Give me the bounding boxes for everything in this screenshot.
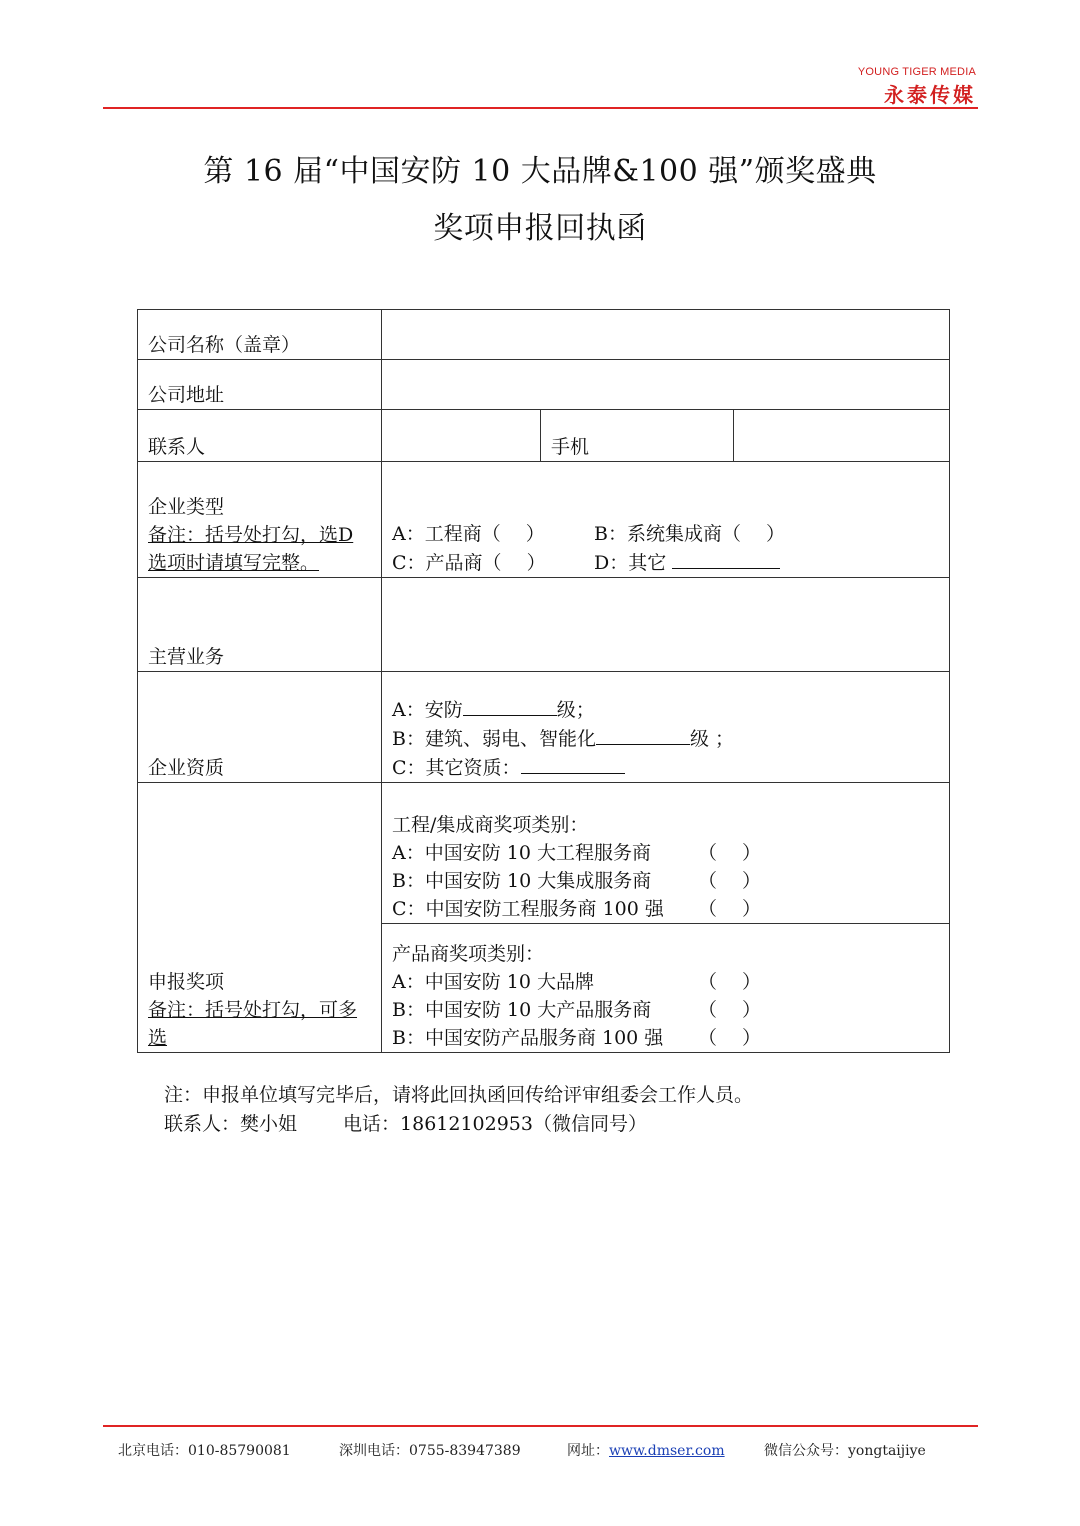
- main-business-label: 主营业务: [138, 578, 382, 672]
- company-name-label: 公司名称（盖章）: [138, 310, 382, 360]
- company-address-field[interactable]: [382, 360, 950, 410]
- company-address-label: 公司地址: [138, 360, 382, 410]
- enterprise-type-label: 企业类型: [148, 496, 225, 518]
- website-link[interactable]: www.dmser.com: [609, 1443, 725, 1459]
- mobile-label: 手机: [541, 410, 734, 462]
- header-divider: [103, 107, 978, 109]
- footer-divider: [103, 1425, 978, 1427]
- qualification-b-suffix: 级 ；: [689, 728, 735, 750]
- qualification-label: 企业资质: [138, 672, 382, 783]
- award-option[interactable]: A：中国安防 10 大工程服务商 （ ）: [392, 842, 762, 864]
- qualification-options: [382, 672, 950, 783]
- award-option[interactable]: A：中国安防 10 大品牌 （ ）: [392, 971, 762, 993]
- mobile-field[interactable]: [734, 410, 950, 462]
- document-title: 第 16 届“中国安防 10 大品牌&100 强”颁奖盛典: [203, 154, 877, 189]
- product-awards: [382, 924, 950, 1053]
- contact-label: 联系人: [138, 410, 382, 462]
- website-label: 网址：: [567, 1443, 609, 1459]
- type-option-c[interactable]: C：产品商（ ）: [392, 552, 546, 574]
- awards-cell: [138, 783, 382, 1053]
- application-form-table: [137, 309, 950, 1053]
- type-option-a[interactable]: A：工程商（ ）: [392, 523, 545, 545]
- qualification-c-blank[interactable]: [521, 753, 625, 774]
- beijing-phone: 北京电话：010-85790081: [118, 1443, 291, 1459]
- type-other-blank[interactable]: [672, 548, 780, 569]
- enterprise-type-options: [382, 462, 950, 578]
- contact-field[interactable]: [382, 410, 541, 462]
- brand-chinese-name: 永泰传媒: [884, 83, 976, 107]
- submission-note: 注：申报单位填写完毕后，请将此回执函回传给评审组委会工作人员。: [164, 1084, 754, 1106]
- type-option-d: D：其它: [594, 552, 667, 574]
- award-option[interactable]: B：中国安防 10 大产品服务商 （ ）: [392, 999, 762, 1021]
- enterprise-type-cell: [138, 462, 382, 578]
- submission-notes: [164, 1081, 753, 1139]
- document-subtitle: 奖项申报回执函: [433, 211, 647, 246]
- product-awards-heading: 产品商奖项类别：: [392, 943, 545, 965]
- engineering-awards-heading: 工程/集成商奖项类别：: [392, 814, 589, 836]
- notes-contact: 联系人：樊小姐: [164, 1113, 298, 1135]
- company-name-field[interactable]: [382, 310, 950, 360]
- awards-label: 申报奖项: [148, 971, 225, 993]
- award-option[interactable]: B：中国安防产品服务商 100 强 （ ）: [392, 1027, 762, 1049]
- qualification-a-prefix: A：安防: [392, 699, 463, 721]
- awards-note: 备注：括号处打勾，可多选: [148, 999, 358, 1049]
- qualification-a-suffix: 级；: [556, 699, 595, 721]
- notes-phone: 电话：18612102953（微信同号）: [343, 1113, 647, 1135]
- engineering-awards: [382, 783, 950, 924]
- qualification-b-prefix: B：建筑、弱电、智能化: [392, 728, 596, 750]
- award-option[interactable]: C：中国安防工程服务商 100 强 （ ）: [392, 898, 762, 920]
- qualification-b-blank[interactable]: [596, 724, 690, 745]
- main-business-field[interactable]: [382, 578, 950, 672]
- brand-logo: [858, 66, 976, 108]
- qualification-c-prefix: C：其它资质：: [392, 757, 521, 779]
- shenzhen-phone: 深圳电话：0755-83947389: [339, 1443, 521, 1459]
- wechat-account: 微信公众号：yongtaijiye: [764, 1443, 926, 1459]
- type-option-b[interactable]: B：系统集成商（ ）: [594, 523, 786, 545]
- award-option[interactable]: B：中国安防 10 大集成服务商 （ ）: [392, 870, 762, 892]
- enterprise-type-note: 备注：括号处打勾，选D选项时请填写完整。: [148, 524, 354, 574]
- brand-english-name: YOUNG TIGER MEDIA: [857, 66, 976, 78]
- qualification-a-blank[interactable]: [463, 695, 557, 716]
- website: [567, 1440, 725, 1460]
